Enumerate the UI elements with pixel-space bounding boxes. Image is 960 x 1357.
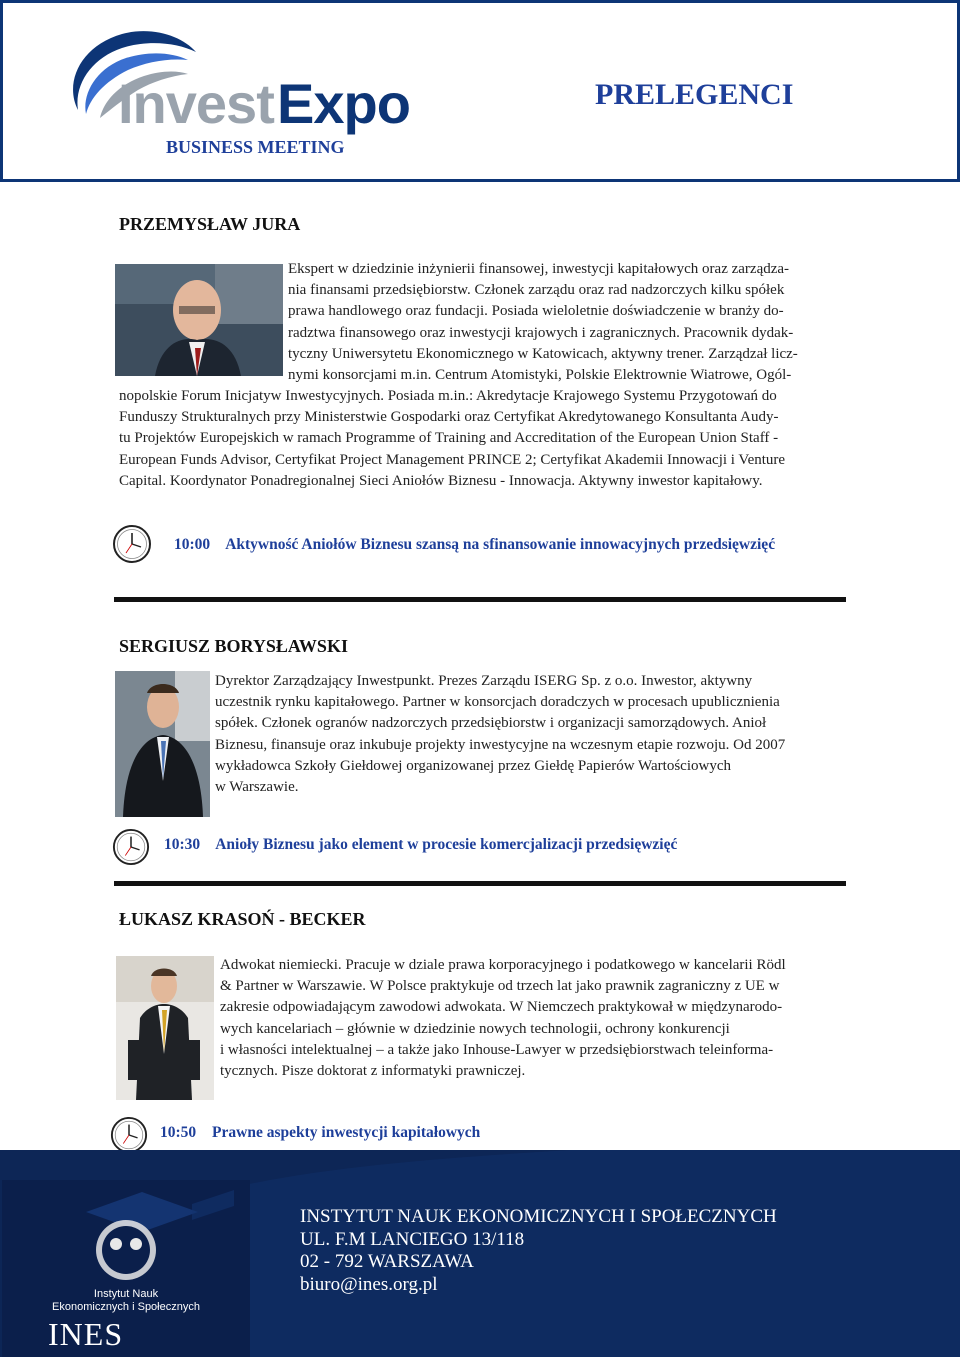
ines-abbr: INES [48, 1316, 124, 1352]
footer-street: UL. F.M LANCIEGO 13/118 [300, 1228, 525, 1250]
bio-line: Capital. Koordynator Ponadregionalnej Sieci Aniołów Biznesu - Innowacja. Aktywny inwestor kapitałowy. [119, 472, 763, 489]
bio-line: i własności intelektualnej – a także jako Inhouse-Lawyer w przedsiębiorstwach teleinforma- [220, 1041, 774, 1058]
bio-line: Ekspert w dziedzinie inżynierii finansowej, inwestycji kapitałowych oraz zarządza- [288, 261, 790, 277]
clock-icon [112, 524, 152, 564]
logo-caption-line: Instytut Nauk [93, 1288, 159, 1300]
speaker-bio-side [220, 955, 840, 1082]
talk-time: 10:30 [164, 836, 201, 853]
talk-title: Aktywność Aniołów Biznesu szansą na sfinansowanie innowacyjnych przedsięwzięć [225, 536, 776, 553]
speaker-name: SERGIUSZ BORYSŁAWSKI [119, 636, 348, 656]
speaker-photo [116, 956, 214, 1100]
bio-line: radztwa finansowego oraz inwestycji krajowych i zagranicznych. Pracownik dydak- [288, 324, 794, 341]
footer-institute-name: INSTYTUT NAUK EKONOMICZNYCH I SPOŁECZNYCH [300, 1206, 777, 1227]
logo-invest-text: Invest [118, 72, 274, 135]
bio-line: tyczny Uniwersytetu Ekonomicznego w Katowicach, aktywny trener. Zarządzał licz- [288, 345, 798, 362]
logo-caption-line: Ekonomicznych i Społecznych [52, 1301, 200, 1313]
speaker-photo [115, 671, 210, 817]
bio-line: nymi konsorcjami m.in. Centrum Atomistyki, Polskie Elektrownie Wiatrowe, Ogól- [288, 367, 792, 384]
talk-row [160, 1124, 480, 1142]
bio-line: Dyrektor Zarządzający Inwestpunkt. Prezes Zarządu ISERG Sp. z o.o. Inwestor, aktywny [215, 673, 753, 689]
clock-icon [110, 1116, 148, 1154]
talk-row [174, 536, 775, 554]
talk-time: 10:00 [174, 536, 211, 553]
ines-logo-caption [2, 1288, 250, 1314]
logo-expo-text: Expo [277, 72, 410, 135]
speaker-bio-side [215, 671, 840, 798]
bio-line: nia finansami przedsiębiorstw. Członek zarządu oraz rad nadzorczych kilku spółek [288, 282, 785, 299]
logo-subtitle: BUSINESS MEETING [166, 137, 345, 157]
page-title: PRELEGENCI [595, 78, 794, 111]
bio-line: & Partner w Warszawie. W Polsce praktykuje od trzech lat jako prawnik zagraniczny z UE w [220, 978, 780, 995]
talk-time: 10:50 [160, 1124, 197, 1141]
ines-logo [2, 1180, 250, 1357]
bio-line: tycznych. Pisze doktorat z informatyki prawniczej. [220, 1063, 526, 1080]
section-divider [114, 881, 846, 886]
footer-email-link[interactable]: biuro@ines.org.pl [300, 1273, 438, 1295]
speaker-bio-side [288, 259, 840, 386]
bio-line: wykładowca Szkoły Giełdowej organizowanej przez Giełdę Papierów Wartościowych [215, 757, 731, 774]
bio-line: w Warszawie. [215, 779, 299, 796]
talk-row [164, 836, 677, 854]
section-divider [114, 597, 846, 602]
clock-icon [112, 828, 150, 866]
speaker-photo [115, 264, 283, 376]
bio-line: spółek. Członek ogranów nadzorczych przedsiębiorstw i organizacji samorządowych. Anioł [215, 715, 767, 732]
bio-line: Biznesu, finansuje oraz inkubuje projekty inwestycyjne na wczesnym etapie rozwoju. Od 2007 [215, 736, 786, 753]
footer-address [300, 1206, 940, 1296]
bio-line: tu Projektów Europejskich w ramach Programme of Training and Accreditation of the European Union Staff - [119, 430, 779, 447]
talk-title: Anioły Biznesu jako element w procesie komercjalizacji przedsięwzięć [215, 836, 678, 853]
footer-city: 02 - 792 WARSZAWA [300, 1251, 474, 1272]
talk-title: Prawne aspekty inwestycji kapitałowych [212, 1124, 481, 1141]
speaker-name: PRZEMYSŁAW JURA [119, 214, 301, 234]
bio-line: zakresie odpowiadającym zawodowi adwokata. W Niemczech praktykował w międzynarodo- [220, 999, 783, 1016]
bio-line: European Funds Advisor, Certyfikat Project Management PRINCE 2; Certyfikat Akademii Innowacji i Venture [119, 451, 786, 468]
bio-line: Adwokat niemiecki. Pracuje w dziale prawa korporacyjnego i podatkowego w kancelarii Rödl [220, 957, 786, 973]
bio-line: prawa handlowego oraz fundacji. Posiada wieloletnie doświadczenie w branży do- [288, 303, 784, 320]
speaker-name: ŁUKASZ KRASOŃ - BECKER [119, 909, 366, 929]
bio-line: wych kancelariach – głównie w dziedzinie nowych technologii, ochrony konkurencji [220, 1020, 730, 1037]
graduation-cap-icon [2, 1180, 250, 1357]
bio-line: uczestnik rynku kapitałowego. Partner w konsorcjach doradczych w procesach upublicznienia [215, 694, 780, 711]
bio-line: nopolskie Forum Inicjatyw Inwestycyjnych. Posiada m.in.: Akredytacje Krajowego Systemu Przygotowań do [119, 388, 777, 404]
bio-line: Funduszy Strukturalnych przy Ministerstwie Gospodarki oraz Certyfikat Akredytowanego Konsultanta Audy- [119, 409, 779, 426]
speaker-bio-full [119, 386, 840, 492]
